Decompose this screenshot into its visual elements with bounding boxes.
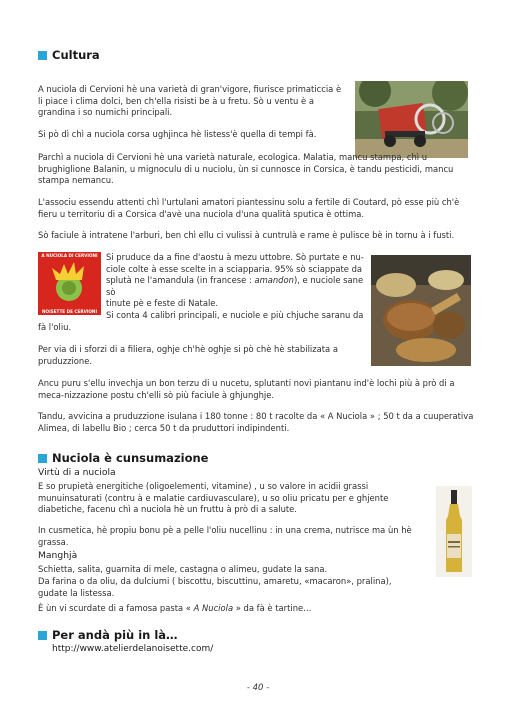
paragraph: Schietta, salita, guarnita di mele, castagna o alimeu, gudate la sana. [38, 564, 328, 574]
paragraph: In cusmetica, hè propiu bonu pè a pelle l'oliu nucellinu : in una crema, nutrisce ma ùn hè grassa. [38, 525, 412, 547]
paragraph [38, 603, 423, 615]
square-bullet-icon [38, 51, 47, 60]
emphasis-text: amandon [254, 275, 294, 286]
page-number: - 40 - [246, 683, 270, 693]
paragraph: Da farina o da oliu, da dulciumi ( biscottu, biscuttinu, amaretu, «macaron», pralina), gudate la listessa. [38, 576, 392, 598]
logo-text-top: A NUCIOLA DI CERVIONI [41, 253, 98, 258]
heading-text: Cultura [52, 48, 100, 62]
paragraph: A nuciola di Cervioni hè una varietà di gran'vigore, fiurisce primaticcia è li piace i clima dolci, ben ch'ella risisti be à u fretu. Sò u ventu è a grandina i so numichi principali. [38, 84, 342, 118]
paragraph: E so prupietà energitiche (oligoelementi, vitamine) , u so valore in acidii grassi munuinsaturati (contru à e malatie cardiuvasculare), u so oliu pricatu per e ghjente diabetiche, facenu chì a nuciola hè un fruttu à prò di a salute. [38, 481, 389, 515]
text-line: Si pruduce da a fine d'aostu à mezu uttobre. Sò purtate e nu- [106, 252, 364, 262]
paragraph: Sò faciule à intratene l'arburi, ben chì ellu ci vulissi à cuntrulà e rame è pulisce bè in tornu à i fusti. [38, 230, 455, 240]
section-heading-cultura [38, 48, 100, 62]
paragraph: Ancu puru s'ellu invechja un bon terzu di u nucetu, splutanti novi piantanu ind'è lochi più à prò di a meca-nizzazione postu ch'elli sò più faciule à ghjunghje. [38, 378, 455, 400]
square-bullet-icon [38, 631, 47, 640]
text-line: Si conta 4 calibri principali, e nuciole e più chjuche saranu da [106, 310, 364, 320]
hazelnut-oil-bottle-photo [436, 486, 472, 577]
heading-text: Nuciola è cunsumazione [52, 451, 209, 465]
harvest-machine-photo [355, 81, 468, 158]
section-heading-link [38, 628, 178, 642]
logo-text-bottom: NOISETTE DE CERVIONI [42, 309, 97, 314]
paragraph: Si pò dì chì a nuciola corsa ughjinca hè listess'è quella di tempi fà. [38, 129, 317, 139]
section-heading-consumo [38, 451, 208, 465]
hazelnuts-photo [371, 255, 471, 366]
heading-text: Per andà più in là… [52, 628, 178, 642]
nuciola-cervioni-logo [38, 252, 101, 315]
subheading-virtu: Virtù di a nuciola [38, 467, 116, 478]
text-span: ), e nuciole sane sò [106, 275, 364, 297]
paragraph-production [106, 252, 371, 310]
square-bullet-icon [38, 454, 47, 463]
paragraph: Tandu, avvicina a pruduzzione isulana i 180 tonne : 80 t racolte da « A Nuciola » ; 50 t da a cuuperativa Alimea, di labellu Bio ; cerca 50 t da pruduttori indipindenti. [38, 411, 474, 433]
text-span: splutà ne l'amandula (in francese : [106, 275, 252, 286]
paragraph: L'associu essendu attenti chì l'urtulani amatori piantessinu solu a fertile di Coutard, pò esse più ch'è fieru u territoriu di a Corsica d'avè una nuciola d'una qualità sputica è ottima. [38, 197, 460, 219]
paragraph: Per via di i sforzi di a filiera, oghje ch'hè oghje si pò chè hè stabilizata a pruduzzione. [38, 344, 338, 366]
website-link[interactable]: http://www.atelierdelanoisette.com/ [52, 644, 214, 654]
text-line [106, 275, 371, 298]
text-line: tinute pè e feste di Natale. [106, 298, 219, 309]
emphasis-text: A Nuciola [193, 603, 234, 613]
subheading-manghja: Manghjà [38, 550, 78, 561]
text-line: fà l'oliu. [38, 322, 72, 332]
text-span: » da fà è tartine… [235, 603, 312, 613]
paragraph: Parchì a nuciola di Cervioni hè una varietà naturale, ecologica. Malatia, mancu stampa, chì u brughiglione Balanin, u mignoculu di u nuciolu, ùn si cunnosce in Corsica, è tandu pesticidi, mancu stampa nemancu. [38, 152, 454, 186]
text-span: È ùn vi scurdate di a famosa pasta « [38, 603, 191, 613]
text-line: ciole colte à esse scelte in a sciapparia. 95% sò sciappate da [106, 263, 363, 274]
